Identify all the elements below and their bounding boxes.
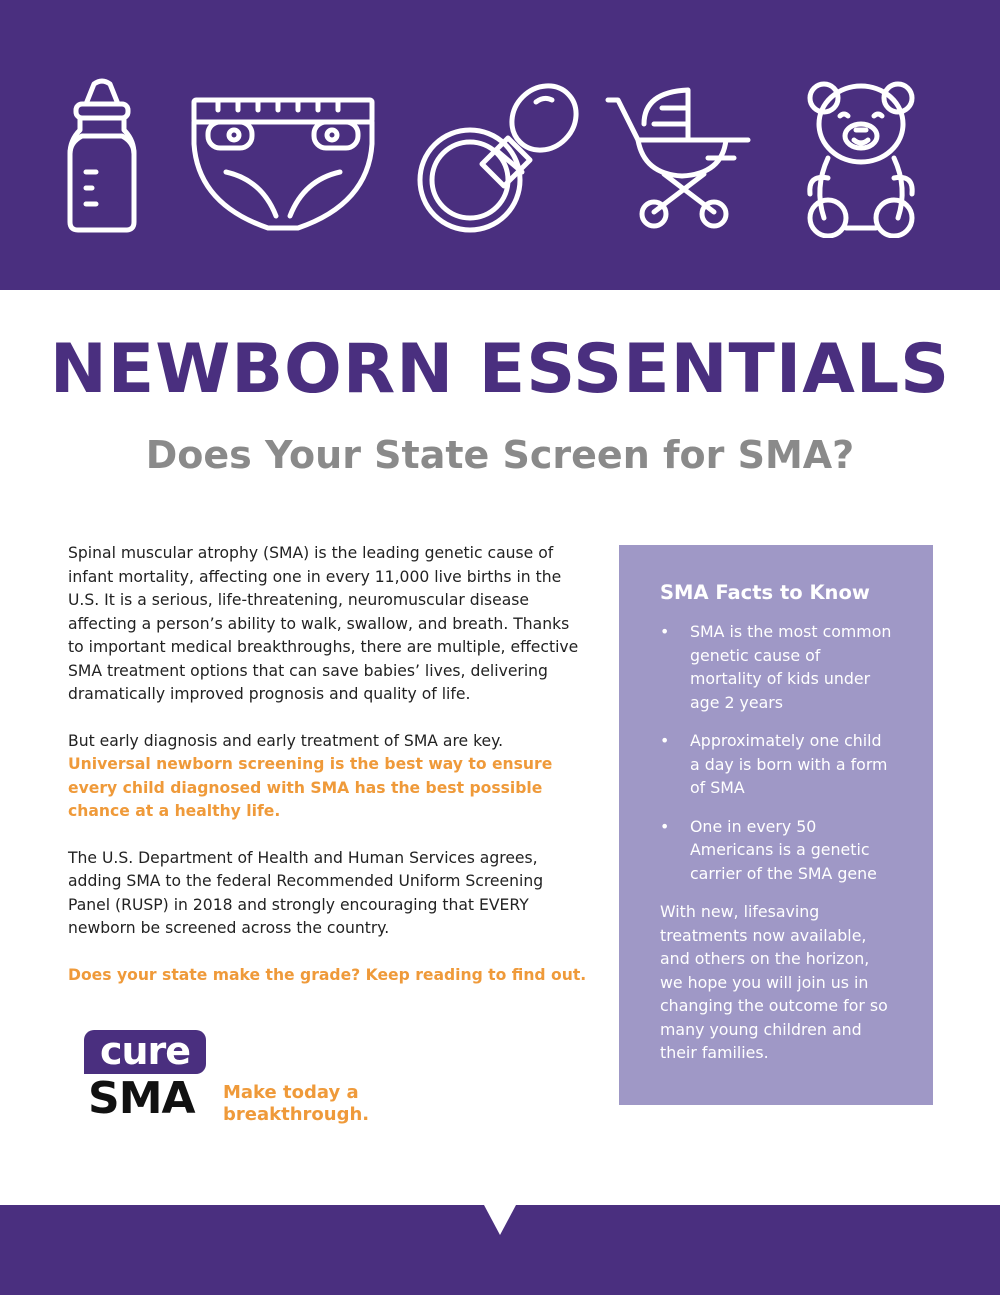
fact-item	[660, 815, 893, 886]
body-column	[68, 542, 588, 1010]
page-title: NEWBORN ESSENTIALS	[49, 330, 951, 409]
fact-item	[660, 620, 893, 714]
cta-text: Does your state make the grade? Keep reading to find out.	[68, 965, 587, 984]
key-paragraph	[68, 730, 588, 824]
fact-text: SMA is the most common genetic cause of mortality of kids under age 2 years	[690, 622, 892, 712]
diaper-icon	[188, 94, 378, 234]
header-band	[0, 0, 1000, 290]
intro-paragraph: Spinal muscular atrophy (SMA) is the leading genetic cause of infant mortality, affecting one in every 11,000 live births in the U.S. It is a serious, life-threatening, neuromuscular disease affecting a person’s ability to walk, swallow, and breath. Thanks to important medical breakthroughs, there are multiple, effective SMA treatment options that can save babies’ lives, delivering dramatically improved prognosis and quality of life.	[68, 544, 579, 703]
fact-text: Approximately one child a day is born with a form of SMA	[690, 731, 888, 797]
key-intro-text: But early diagnosis and early treatment of SMA are key.	[68, 731, 504, 750]
bullet-icon: •	[660, 622, 670, 641]
logo-tagline: Make today a breakthrough.	[223, 1082, 370, 1125]
cure-sma-logo	[82, 1030, 382, 1130]
facts-list	[660, 620, 893, 885]
bullet-icon: •	[660, 816, 670, 836]
sidebar-closing: With new, lifesaving treatments now available, and others on the horizon, we hope you will join us in changing the outcome for so many young children and their families.	[660, 902, 888, 1062]
page-subtitle: Does Your State Screen for SMA?	[145, 433, 855, 477]
key-highlight-text: Universal newborn screening is the best way to ensure every child diagnosed with SMA has the best possible chance at a healthy life.	[68, 755, 553, 820]
sidebar-title: SMA Facts to Know	[660, 581, 870, 604]
facts-sidebar	[619, 545, 933, 1105]
logo-cure-text: cure	[84, 1030, 206, 1074]
fact-item	[660, 729, 893, 800]
fact-text: One in every 50 Americans is a genetic carrier of the SMA gene	[690, 816, 877, 883]
baby-bottle-icon	[62, 76, 142, 236]
footer-notch	[484, 1205, 516, 1235]
teddy-bear-icon	[804, 78, 918, 238]
pacifier-icon	[412, 76, 582, 238]
stroller-icon	[604, 84, 754, 232]
bullet-icon: •	[660, 731, 670, 750]
hhs-paragraph: The U.S. Department of Health and Human Services agrees, adding SMA to the federal Recommended Uniform Screening Panel (RUSP) in 2018 and strongly encouraging that EVERY newborn be screened across the country.	[68, 848, 544, 937]
logo-sma-text: SMA	[88, 1073, 195, 1124]
